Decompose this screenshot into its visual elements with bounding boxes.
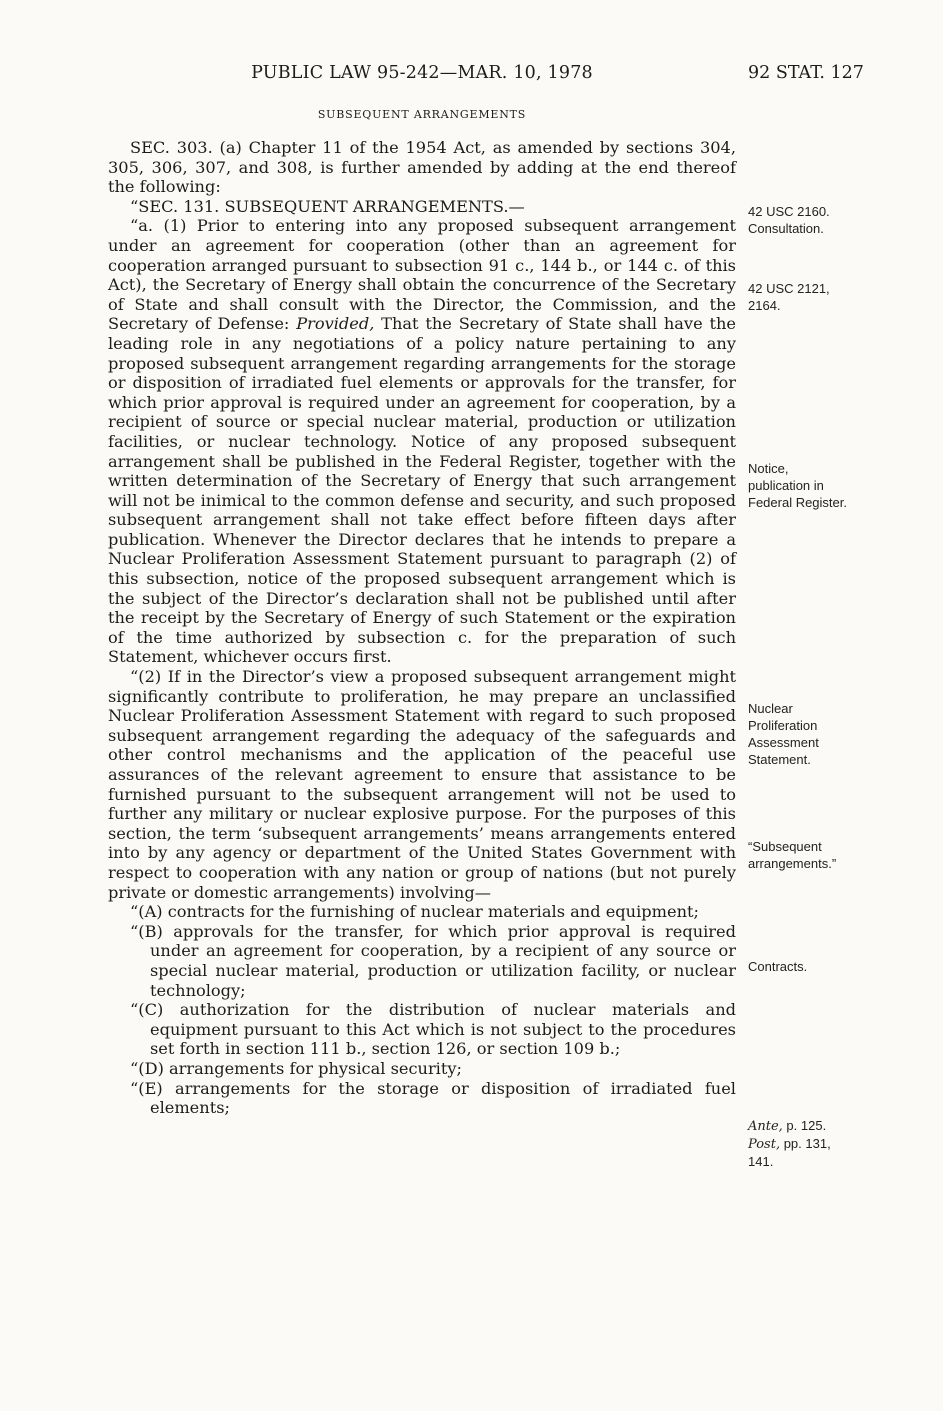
running-head: PUBLIC LAW 95-242—MAR. 10, 1978 [251,63,593,83]
margin-note-usc-2160: 42 USC 2160. Consultation. [748,204,830,236]
list-item-b: “(B) approvals for the transfer, for which prior approval is required under an agreement for cooperation, by a recipient of any source or special nuclear material, production or utilization facility, or nuclear technology; [130,921,736,1000]
margin-note-npas: Nuclear Proliferation Assessment Statement. [748,701,819,767]
margin-note-subsequent-arrangements: “Subsequent arrangements.” [748,839,837,871]
paragraph-sec-303: SEC. 303. (a) Chapter 11 of the 1954 Act, as amended by sections 304, 305, 306, 307, and 308, is further amended by adding at the end thereof the following: [108,138,736,197]
provided-emphasis: Provided, [296,314,375,334]
list-item-a: “(A) contracts for the furnishing of nuclear materials and equipment; [130,902,699,922]
statute-reference: 92 STAT. 127 [748,63,864,83]
list-item-c: “(C) authorization for the distribution of nuclear materials and equipment pursuant to this Act which is not subject to the procedures set forth in section 111 b., section 126, or section 109 b.; [130,1000,736,1059]
margin-note-usc-2121: 42 USC 2121, 2164. [748,281,830,313]
section-heading: SUBSEQUENT ARRANGEMENTS [317,108,527,121]
margin-note-ante-post: Ante, p. 125. Post, pp. 131, 141. [748,1118,831,1169]
paragraph-a-2: “(2) If in the Director’s view a proposed subsequent arrangement might significantly contribute to proliferation, he may prepare an unclassified Nuclear Proliferation Assessment Statement with regard to such proposed subsequent arrangement regarding the adequacy of the safeguards and other control mechanisms and the application of the peaceful use assurances of the relevant agreement to ensure that assistance to be furnished pursuant to the subsequent arrangement will not be used to further any military or nuclear explosive purpose. For the purposes of this section, the term ‘subsequent arrangements’ means arrangements entered into by any agency or department of the United States Government with respect to cooperation with any nation or group of nations (but not purely private or domestic arrangements) involving— [108,667,736,902]
paragraph-a-1-text-end: That the Secretary of State shall have the leading role in any negotiations of a policy nature pertaining to any proposed subsequent arrangement regarding arrangements for the storage or disposition of irradiated fuel elements or approvals for the transfer, for which prior approval is required under an agreement for cooperation, by a recipient of source or special nuclear material, production or utilization facilities, or nuclear technology. Notice of any proposed subsequent arrangement shall be published in the Federal Register, together with the written determination of the Secretary of Energy that such arrangement will not be inimical to the common defense and security, and such proposed subsequent arrangement shall not take effect before fifteen days after publication. Whenever the Director declares that he intends to prepare a Nuclear Proliferation Assessment Statement pursuant to paragraph (2) of this subsection, notice of the proposed subsequent arrangement which is the subject of the Director’s declaration shall not be published until after the receipt by the Secretary of Energy of such Statement or the expiration of the time authorized by subsection c. for the preparation of such Statement, whichever occurs first. [108,314,736,667]
paragraph-a-1-text-start: “a. (1) Prior to entering into any proposed subsequent arrangement under an agreement for cooperation (other than an agreement for cooperation arranged pursuant to subsection 91 c., 144 b., or 144 c. of this Act), the Secretary of Energy shall obtain the concurrence of the Secretary of State and shall consult with the Director, the Commission, and the Secretary of Defense: [108,216,736,334]
list-item-d: “(D) arrangements for physical security; [130,1058,462,1078]
margin-note-contracts: Contracts. [748,959,808,974]
paragraph-a-1 [108,216,736,667]
paragraph-sec-131-heading: “SEC. 131. SUBSEQUENT ARRANGEMENTS.— [130,196,525,216]
list-item-e: “(E) arrangements for the storage or disposition of irradiated fuel elements; [130,1078,736,1118]
margin-note-notice-publication: Notice, publication in Federal Register. [748,461,847,510]
body-text [108,138,736,1118]
